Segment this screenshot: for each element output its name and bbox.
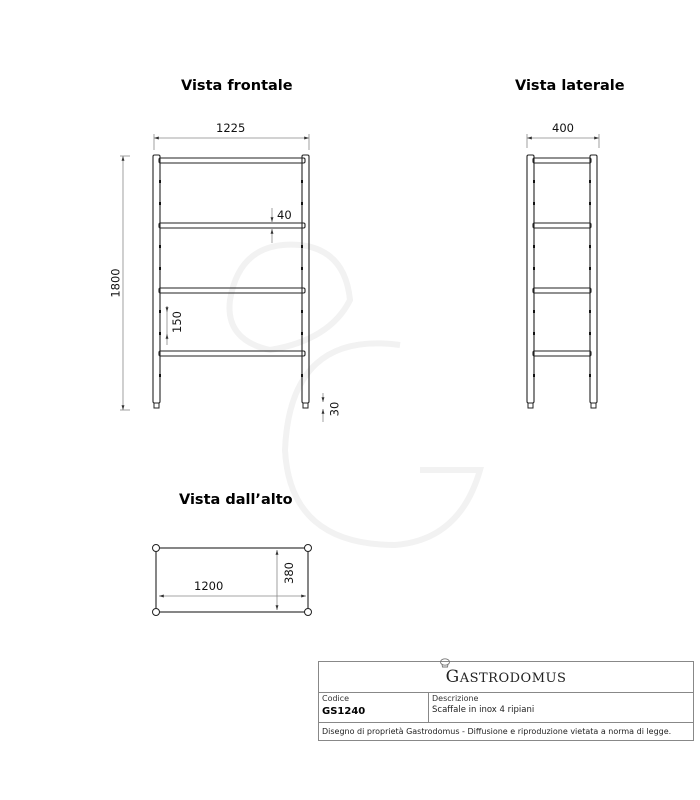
front-view-title: Vista frontale <box>181 78 293 94</box>
top-depth-dimension: 380 <box>281 562 296 584</box>
ownership-note: Disegno di proprietà Gastrodomus - Diffusione e riproduzione vietata a norma di legge. <box>322 727 672 736</box>
side-view-drawing <box>527 134 599 408</box>
info-row <box>319 693 693 723</box>
code-value: GS1240 <box>322 706 366 717</box>
description-label: Descrizione <box>432 694 479 703</box>
title-block <box>318 661 694 741</box>
side-view-title: Vista laterale <box>515 78 625 94</box>
side-width-dimension: 400 <box>552 121 574 135</box>
front-width-dimension: 1225 <box>216 121 246 135</box>
front-view-drawing <box>120 134 323 422</box>
top-view-title: Vista dall’alto <box>179 492 293 508</box>
code-label: Codice <box>322 694 350 703</box>
chef-hat-icon <box>439 658 451 668</box>
hole-spacing-dimension: 150 <box>169 311 184 333</box>
foot-height-dimension: 30 <box>327 401 342 417</box>
code-cell <box>319 693 429 722</box>
front-height-dimension: 1800 <box>108 268 123 298</box>
top-length-dimension: 1200 <box>194 579 224 593</box>
brand-row <box>319 662 693 693</box>
brand-logo <box>446 667 567 687</box>
description-value: Scaffale in inox 4 ripiani <box>432 705 535 715</box>
shelf-thickness-dimension: 40 <box>277 208 292 222</box>
description-cell <box>429 693 693 722</box>
brand-rest: ASTRODOMUS <box>459 671 567 686</box>
brand-initial: G <box>445 667 460 687</box>
